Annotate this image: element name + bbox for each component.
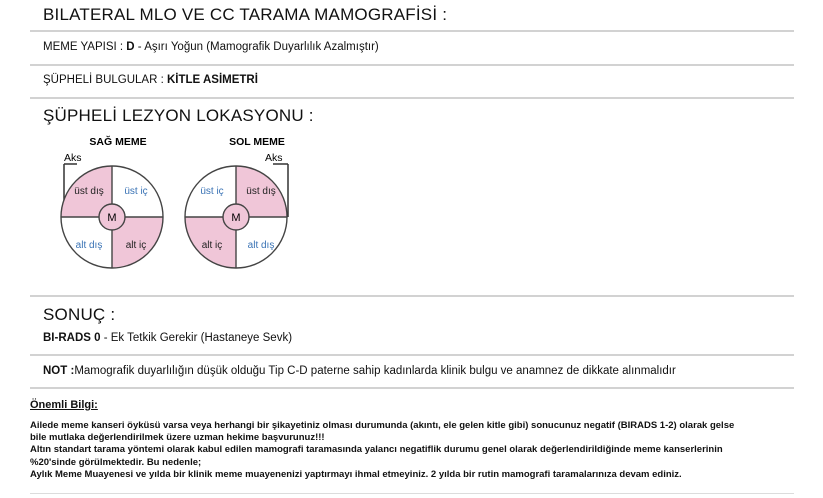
important-line: Ailede meme kanseri öyküsü varsa veya herhangi bir şikayetiniz olması durumunda (akıntı, ele gelen kitle gibi) sonucunuz negatif (BIRADS 1-2) olarak gelse — [30, 420, 735, 431]
important-line: bile mutlaka değerlendirilmek üzere uzman hekime başvurunuz!!! — [30, 432, 325, 444]
left-axis-label: Aks — [265, 152, 283, 164]
divider — [30, 64, 794, 66]
divider — [30, 30, 794, 32]
left-breast-svg — [181, 133, 293, 275]
note-label: NOT : — [43, 365, 75, 377]
divider — [30, 493, 794, 494]
important-line: Altın standart tarama yöntemi olarak kabul edilen mamografi taramasında yalancı negatiflik durumu genel olarak değerlendirildiğinde meme kanserlerinin — [30, 444, 723, 456]
breast-structure-value: D — [126, 41, 135, 53]
divider — [30, 354, 794, 356]
left-label-lower-inner: alt iç — [201, 240, 223, 251]
breast-structure-row — [43, 41, 379, 53]
right-breast-diagram — [60, 133, 172, 275]
right-label-lower-inner: alt iç — [125, 240, 147, 251]
right-center-label: M — [107, 212, 117, 224]
result-title: SONUÇ : — [43, 305, 116, 324]
suspicious-findings-row — [43, 74, 258, 86]
birads-desc: - Ek Tetkik Gerekir (Hastaneye Sevk) — [100, 332, 293, 344]
divider — [30, 97, 794, 99]
right-label-upper-inner: üst iç — [124, 186, 148, 197]
suspicious-findings-label: ŞÜPHELİ BULGULAR : — [43, 74, 167, 86]
left-label-upper-outer: üst dış — [246, 186, 276, 197]
right-breast-title: SAĞ MEME — [89, 136, 147, 148]
important-line: Aylık Meme Muayenesi ve yılda bir klinik meme muayenenizi yaptırmayı ihmal etmeyiniz. 2 yılda bir rutin mamografi taramalarınıza devam ediniz. — [30, 468, 682, 480]
note-row — [43, 365, 676, 377]
birads-row — [43, 332, 292, 344]
left-label-lower-outer: alt dış — [247, 240, 275, 251]
divider — [30, 387, 794, 389]
note-text: Mamografik duyarlılığın düşük olduğu Tip C-D paterne sahip kadınlarda klinik bulgu ve anamnez de dikkate alınmalıdır — [74, 365, 676, 377]
right-axis-label: Aks — [64, 152, 82, 164]
birads-value: BI-RADS 0 — [43, 332, 101, 344]
divider — [30, 295, 794, 297]
right-label-lower-outer: alt dış — [75, 240, 103, 251]
right-label-upper-outer: üst dış — [74, 186, 104, 197]
important-line: %20'sinde görülmektedir. Bu nedenle; — [30, 456, 202, 468]
left-label-upper-inner: üst iç — [200, 186, 224, 197]
suspicious-findings-value: KİTLE ASİMETRİ — [166, 74, 258, 86]
important-info-title: Önemli Bilgi: — [30, 399, 98, 411]
left-center-label: M — [231, 212, 241, 224]
breast-structure-label: MEME YAPISI : — [43, 41, 127, 53]
breast-structure-desc: - Aşırı Yoğun (Mamografik Duyarlılık Azalmıştır) — [134, 41, 379, 53]
right-breast-svg — [60, 133, 172, 275]
lesion-location-title: ŞÜPHELİ LEZYON LOKASYONU : — [43, 106, 314, 125]
left-breast-title: SOL MEME — [229, 136, 285, 148]
left-breast-diagram — [181, 133, 293, 275]
important-info-text — [30, 420, 800, 481]
report-title: BILATERAL MLO VE CC TARAMA MAMOGRAFİSİ : — [43, 5, 448, 24]
